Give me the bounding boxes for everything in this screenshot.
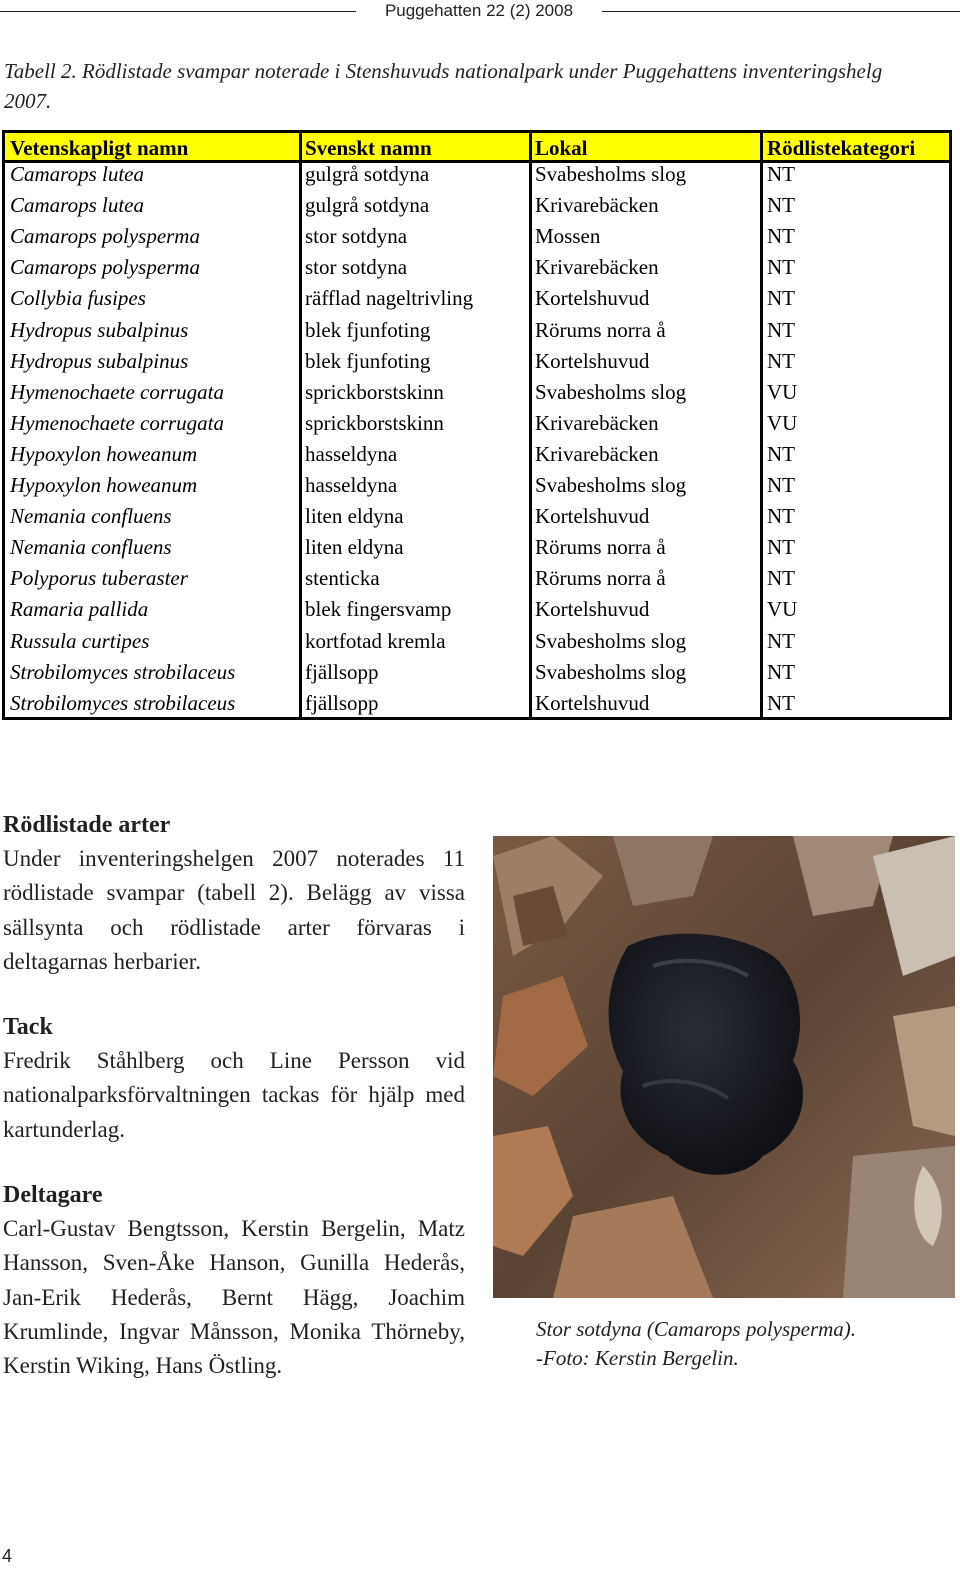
header-rule-right <box>602 11 960 12</box>
scientific-name-cell: Hymenochaete corrugata <box>10 410 225 435</box>
swedish-name-cell: räfflad nageltrivling <box>305 286 474 311</box>
locality-cell: Krivarebäcken <box>535 410 659 435</box>
category-cell: NT <box>767 690 795 715</box>
photo-caption-credit: -Foto: Kerstin Bergelin. <box>536 1346 739 1370</box>
swedish-name-cell: kortfotad kremla <box>305 628 446 653</box>
locality-cell: Kortelshuvud <box>535 597 650 622</box>
table-row <box>5 378 949 409</box>
table-caption: Tabell 2. Rödlistade svampar noterade i Stenshuvuds nationalpark under Puggehattens inventeringshelg 2007. <box>4 59 883 113</box>
category-cell: NT <box>767 473 795 497</box>
scientific-name-cell: Camarops lutea <box>10 162 144 186</box>
scientific-name-cell: Camarops polysperma <box>10 255 200 280</box>
locality-cell: Krivarebäcken <box>535 441 659 466</box>
swedish-name-cell: gulgrå sotdyna <box>305 162 430 186</box>
section-redlisted-species <box>3 808 465 979</box>
category-cell: NT <box>767 317 795 342</box>
scientific-name-cell: Hymenochaete corrugata <box>10 379 225 404</box>
swedish-name-cell: fjällsopp <box>305 690 379 715</box>
swedish-name-cell: blek fjunfoting <box>305 348 431 373</box>
swedish-name-cell: liten eldyna <box>305 535 404 560</box>
swedish-name-cell: hasseldyna <box>305 441 398 466</box>
scientific-name-cell: Camarops polysperma <box>10 224 200 249</box>
locality-cell: Rörums norra å <box>535 535 666 560</box>
swedish-name-cell: blek fingersvamp <box>305 597 452 622</box>
table-row <box>5 284 949 315</box>
category-cell: NT <box>767 255 795 280</box>
column-header-scientific-name: Vetenskapligt namn <box>10 136 189 160</box>
scientific-name-cell: Ramaria pallida <box>10 597 149 622</box>
scientific-name-cell: Camarops lutea <box>10 193 144 218</box>
page-header <box>0 0 960 26</box>
category-cell: NT <box>767 628 795 653</box>
column-divider <box>299 133 302 717</box>
swedish-name-cell: fjällsopp <box>305 659 379 684</box>
table-row <box>5 627 949 658</box>
locality-cell: Svabesholms slog <box>535 473 687 497</box>
category-cell: NT <box>767 566 795 591</box>
locality-cell: Kortelshuvud <box>535 690 650 715</box>
locality-cell: Svabesholms slog <box>535 659 687 684</box>
table-row <box>5 502 949 533</box>
table-row <box>5 253 949 284</box>
scientific-name-cell: Hypoxylon howeanum <box>10 441 198 466</box>
fungus-photo <box>493 836 955 1298</box>
swedish-name-cell: blek fjunfoting <box>305 317 431 342</box>
scientific-name-cell: Strobilomyces strobilaceus <box>10 690 236 715</box>
table-row <box>5 689 949 720</box>
locality-cell: Kortelshuvud <box>535 504 650 529</box>
locality-cell: Rörums norra å <box>535 317 666 342</box>
section-body: Fredrik Ståhlberg och Line Persson vid nationalparksförvaltningen tackas för hjälp med kartunderlag. <box>3 1048 465 1142</box>
page-number: 4 <box>2 1546 13 1566</box>
header-rule-left <box>0 11 356 12</box>
locality-cell: Kortelshuvud <box>535 348 650 373</box>
table-row <box>5 409 949 440</box>
category-cell: NT <box>767 193 795 218</box>
table-row <box>5 471 949 502</box>
locality-cell: Mossen <box>535 224 601 249</box>
redlist-table <box>2 130 952 720</box>
category-cell: VU <box>767 597 798 622</box>
table-row <box>5 347 949 378</box>
category-cell: NT <box>767 535 795 560</box>
swedish-name-cell: stor sotdyna <box>305 224 408 249</box>
scientific-name-cell: Hypoxylon howeanum <box>10 473 198 497</box>
column-header-redlist-category: Rödlistekategori <box>767 136 916 160</box>
category-cell: NT <box>767 348 795 373</box>
column-divider <box>760 133 763 717</box>
swedish-name-cell: sprickborstskinn <box>305 410 444 435</box>
column-divider <box>529 133 532 717</box>
locality-cell: Kortelshuvud <box>535 286 650 311</box>
category-cell: NT <box>767 286 795 311</box>
category-cell: NT <box>767 224 795 249</box>
section-heading: Tack <box>3 1014 53 1040</box>
section-participants <box>3 1178 465 1383</box>
scientific-name-cell: Nemania confluens <box>10 504 172 529</box>
swedish-name-cell: stenticka <box>305 566 380 591</box>
locality-cell: Rörums norra å <box>535 566 666 591</box>
table-row <box>5 191 949 222</box>
table-row <box>5 564 949 595</box>
section-body: Under inventeringshelgen 2007 noterades 11 rödlistade svampar (tabell 2). Belägg av vissa sällsynta och rödlistade arter förvaras i deltagarnas herbarier. <box>3 846 465 974</box>
table-row <box>5 316 949 347</box>
category-cell: NT <box>767 504 795 529</box>
category-cell: NT <box>767 162 795 186</box>
table-row <box>5 533 949 564</box>
scientific-name-cell: Hydropus subalpinus <box>10 348 189 373</box>
section-body: Carl-Gustav Bengtsson, Kerstin Bergelin, Matz Hansson, Sven-Åke Hanson, Gunilla Hederås, Jan-Erik Hederås, Bernt Hägg, Joachim Krumlinde, Ingvar Månsson, Monika Thörneby, Kerstin Wiking, Hans Östling. <box>3 1216 465 1379</box>
table-row <box>5 595 949 626</box>
locality-cell: Svabesholms slog <box>535 162 687 186</box>
category-cell: VU <box>767 379 798 404</box>
scientific-name-cell: Nemania confluens <box>10 535 172 560</box>
table-row <box>5 440 949 471</box>
locality-cell: Krivarebäcken <box>535 193 659 218</box>
bark-photo-illustration <box>493 836 955 1298</box>
table-row <box>5 222 949 253</box>
column-header-locality: Lokal <box>535 136 588 160</box>
scientific-name-cell: Strobilomyces strobilaceus <box>10 659 236 684</box>
scientific-name-cell: Hydropus subalpinus <box>10 317 189 342</box>
category-cell: VU <box>767 410 798 435</box>
swedish-name-cell: hasseldyna <box>305 473 398 497</box>
table-row <box>5 160 949 191</box>
locality-cell: Svabesholms slog <box>535 628 687 653</box>
column-header-swedish-name: Svenskt namn <box>305 136 432 160</box>
category-cell: NT <box>767 659 795 684</box>
running-title: Puggehatten 22 (2) 2008 <box>384 1 574 20</box>
scientific-name-cell: Collybia fusipes <box>10 286 146 311</box>
section-heading: Deltagare <box>3 1182 103 1208</box>
photo-caption-line: Stor sotdyna (Camarops polysperma). <box>536 1317 857 1341</box>
swedish-name-cell: liten eldyna <box>305 504 404 529</box>
locality-cell: Svabesholms slog <box>535 379 687 404</box>
section-heading: Rödlistade arter <box>3 812 171 838</box>
table-row <box>5 658 949 689</box>
section-thanks <box>3 1010 465 1147</box>
swedish-name-cell: stor sotdyna <box>305 255 408 280</box>
scientific-name-cell: Russula curtipes <box>10 628 150 653</box>
scientific-name-cell: Polyporus tuberaster <box>10 566 188 591</box>
category-cell: NT <box>767 441 795 466</box>
photo-caption <box>536 1315 936 1373</box>
swedish-name-cell: gulgrå sotdyna <box>305 193 430 218</box>
locality-cell: Krivarebäcken <box>535 255 659 280</box>
swedish-name-cell: sprickborstskinn <box>305 379 444 404</box>
table-header-row <box>5 133 949 163</box>
